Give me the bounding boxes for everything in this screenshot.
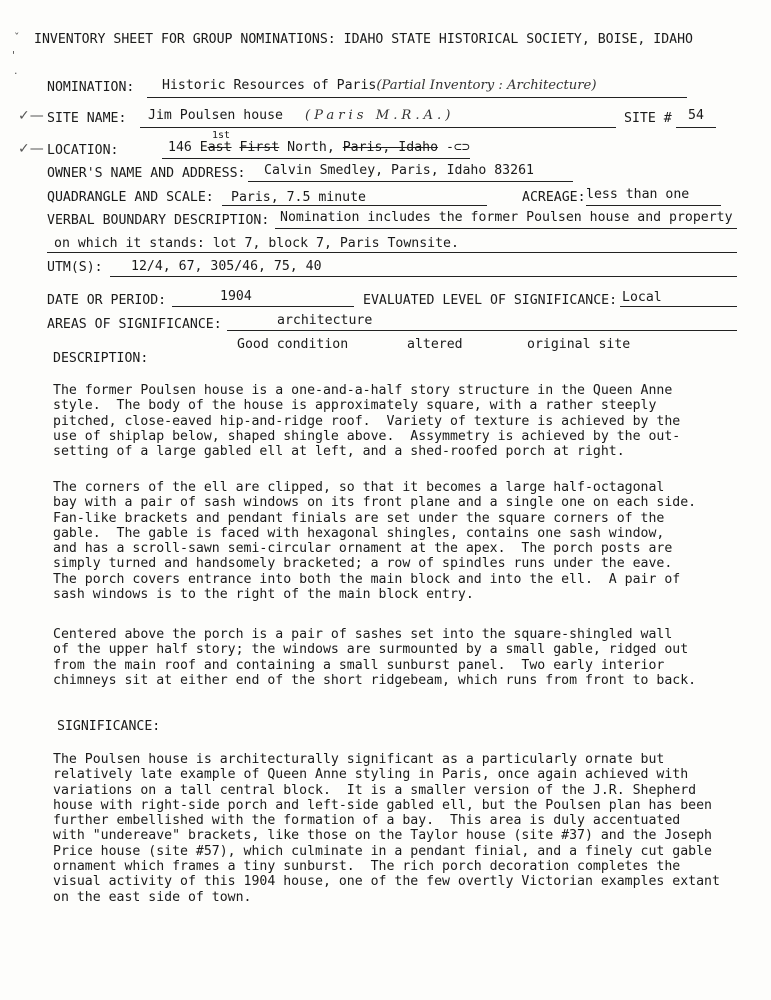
utm-label: UTM(S): bbox=[47, 260, 103, 275]
boundary-label: VERBAL BOUNDARY DESCRIPTION: bbox=[47, 213, 270, 228]
acreage-value: less than one bbox=[586, 187, 690, 202]
site-name-label: SITE NAME: bbox=[47, 111, 127, 126]
description-paragraph-1: The former Poulsen house is a one-and-a-half story structure in the Queen Anne style. The body of the house is approximately square, with a rather steeply pitched, close-eaved hip-and-ridge roof. Variety of texture is achieved by the use of shiplap below, shaped shingle above. Assymmetry is achieved by the out- setting of a large gabled ell at left, and a shed-roofed porch at right. bbox=[53, 383, 681, 460]
quadrangle-value: Paris, 7.5 minute bbox=[231, 190, 366, 205]
date-label: DATE OR PERIOD: bbox=[47, 293, 167, 308]
owner-label: OWNER'S NAME AND ADDRESS: bbox=[47, 166, 246, 181]
site-number-value: 54 bbox=[688, 108, 704, 123]
acreage-underline bbox=[586, 205, 721, 206]
description-paragraph-3: Centered above the porch is a pair of sashes set into the square-shingled wall of the upper half story; the windows are surmounted by a small gable, ridged out from the main roof and containing a small sunburst panel. Two early interior chimneys sit at either end of the short ridgebeam, which runs from front to back. bbox=[53, 627, 697, 688]
utm-underline bbox=[110, 276, 737, 277]
significance-level-value: Local bbox=[622, 290, 662, 305]
location-street: North, bbox=[287, 140, 335, 155]
significance-heading: SIGNIFICANCE: bbox=[57, 719, 161, 734]
boundary-underline-1 bbox=[275, 228, 737, 229]
quadrangle-underline bbox=[222, 205, 487, 206]
location-value bbox=[168, 140, 470, 156]
location-scribble: -⊂⊃ bbox=[438, 140, 470, 155]
boundary-line2: on which it stands: lot 7, block 7, Paris Townsite. bbox=[54, 236, 459, 251]
margin-tick-mark: ˇ bbox=[14, 31, 20, 44]
areas-label: AREAS OF SIGNIFICANCE: bbox=[47, 317, 222, 332]
location-struck-street: First bbox=[239, 140, 280, 155]
site-status-value: original site bbox=[527, 337, 631, 352]
significance-level-underline bbox=[620, 306, 737, 307]
site-name-value bbox=[148, 108, 454, 124]
margin-tick-mark: ' bbox=[12, 49, 16, 62]
boundary-underline-2 bbox=[47, 252, 737, 253]
site-number-label: SITE # bbox=[624, 111, 672, 126]
utm-value: 12/4, 67, 305/46, 75, 40 bbox=[131, 259, 322, 274]
areas-underline bbox=[227, 330, 737, 331]
significance-paragraph: The Poulsen house is architecturally significant as a particularly ornate but relatively late example of Queen Anne styling in Paris, once again achieved with variations on a tall central block. It is a smaller version of the J.R. Shepherd house with right-side porch and left-side gabled ell, but the Poulsen plan has been further embellished with the formation of a bay. This area is duly accentuated with "undereave" brackets, like those on the Taylor house (site #37) and the Joseph Price house (site #57), which culminate in a pendant finial, and a finely cut gable ornament which frames a tiny sunburst. The rich porch decoration completes the visual activity of this 1904 house, one of the few overtly Victorian examples extant on the east side of town. bbox=[53, 752, 720, 905]
nomination-handwritten: (Partial Inventory : Architecture) bbox=[376, 78, 597, 93]
margin-tick-mark: · bbox=[14, 67, 18, 80]
areas-value: architecture bbox=[277, 313, 373, 328]
boundary-line1: Nomination includes the former Poulsen house and property bbox=[280, 210, 733, 225]
nomination-underline bbox=[147, 97, 687, 98]
owner-value: Calvin Smedley, Paris, Idaho 83261 bbox=[264, 163, 534, 178]
nomination-label: NOMINATION: bbox=[47, 80, 135, 95]
description-paragraph-2: The corners of the ell are clipped, so that it becomes a large half-octagonal bay with a pair of sash windows on its front plane and a single one on each side. Fan-like brackets and pendant finials are set under the square corners of the gable. The gable is faced with hexagonal shingles, contains one sash window, and has a scroll-sawn semi-circular ornament at the apex. The porch posts are simply turned and handsomely bracketed; a row of spindles runs under the eave. The porch covers entrance into both the main block and into the ell. A pair of sash windows is to the right of the main block entry. bbox=[53, 480, 697, 603]
location-struck-city: Paris, Idaho bbox=[342, 140, 439, 155]
nomination-typed: Historic Resources of Paris bbox=[162, 78, 377, 93]
location-underline bbox=[162, 158, 470, 159]
owner-underline bbox=[248, 181, 573, 182]
significance-level-label: EVALUATED LEVEL OF SIGNIFICANCE: bbox=[363, 293, 618, 308]
nomination-value bbox=[162, 78, 597, 94]
site-name-handwritten: (Paris M.R.A.) bbox=[304, 108, 455, 123]
date-underline bbox=[172, 306, 354, 307]
form-header: INVENTORY SHEET FOR GROUP NOMINATIONS: IDAHO STATE HISTORICAL SOCIETY, BOISE, IDAHO bbox=[34, 32, 693, 47]
location-struck-direction: ast bbox=[207, 140, 232, 155]
quadrangle-label: QUADRANGLE AND SCALE: bbox=[47, 190, 214, 205]
check-mark-icon: ✓— bbox=[18, 108, 44, 124]
location-number: 146 E bbox=[168, 140, 208, 155]
site-name-typed: Jim Poulsen house bbox=[148, 108, 283, 123]
check-mark-icon: ✓— bbox=[18, 141, 44, 157]
acreage-label: ACREAGE: bbox=[522, 190, 586, 205]
integrity-value: altered bbox=[407, 337, 463, 352]
location-label: LOCATION: bbox=[47, 143, 119, 158]
site-number-underline bbox=[676, 127, 716, 128]
date-value: 1904 bbox=[220, 289, 252, 304]
description-heading: DESCRIPTION: bbox=[53, 351, 149, 366]
condition-value: Good condition bbox=[237, 337, 349, 352]
location-handwritten-insert: 1st bbox=[212, 130, 231, 141]
